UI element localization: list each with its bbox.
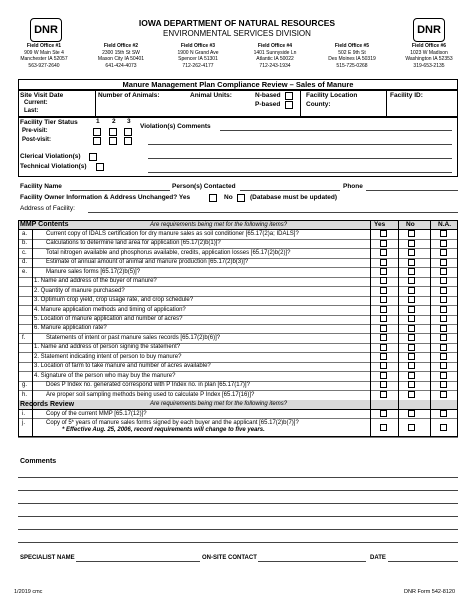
owner-info-label: Facility Owner Information & Address Unchanged? Yes: [20, 194, 191, 201]
table-frame: [18, 220, 458, 437]
address-label: Address of Facility:: [20, 205, 75, 212]
post-visit-label: Post-visit:: [22, 137, 52, 143]
technical-violations-label: Technical Violation(s): [20, 163, 87, 170]
row-letter: j.: [22, 419, 25, 426]
comment-line[interactable]: [18, 516, 458, 517]
field-office-name: Field Office #5: [334, 43, 370, 49]
row-letter: f.: [22, 334, 26, 341]
dnr-logo-right: DNR: [413, 18, 445, 42]
row-question: Current copy of IDALS certification for dry manure sales as soil conditioner [65.17(2)a; IDALS]?: [46, 230, 299, 237]
owner-unchanged-yes-checkbox[interactable]: [209, 194, 217, 202]
pre-visit-tier3-checkbox[interactable]: [124, 128, 132, 136]
field-office-phone: 712-243-1934: [259, 62, 291, 69]
field-office-street: 1401 Sunnyside Ln: [253, 49, 297, 56]
table-row-divider: [18, 437, 458, 438]
on-site-contact-line[interactable]: [258, 561, 366, 562]
department-title: IOWA DEPARTMENT OF NATURAL RESOURCES: [138, 18, 336, 28]
field-office-street: 2300 15th St SW: [102, 49, 140, 56]
clerical-violations-label: Clerical Violation(s): [20, 153, 81, 160]
row-note: * Effective Aug. 25, 2006, record requirements will change to five years.: [62, 427, 265, 434]
post-visit-tier2-checkbox[interactable]: [109, 137, 117, 145]
phone-label: Phone: [343, 183, 363, 190]
field-office-street: 502 E 9th St: [338, 49, 366, 56]
field-office-name: Field Office #2: [103, 43, 139, 49]
row-question: 4. Manure application methods and timing of application?: [34, 306, 186, 313]
row-question: Copy of the current MMP [65.17(12)]?: [46, 410, 147, 417]
violations-line-3[interactable]: [148, 158, 452, 159]
field-office-phone: 563-927-2640: [28, 62, 60, 69]
n-based-checkbox[interactable]: [285, 92, 293, 100]
field-office-city: Washington IA 52353: [405, 56, 453, 63]
date-line[interactable]: [388, 561, 458, 562]
tier-2-label: 2: [112, 118, 116, 125]
row-letter: c.: [22, 249, 27, 256]
row-question: Total nitrogen available and phosphorus available, credits, application losses [65.17(2)b(2)]?: [46, 249, 291, 256]
county-label: County:: [306, 101, 331, 108]
tier-3-label: 3: [127, 118, 131, 125]
row-question: Calculations to determine land area for application [65.17(2)b(1)]?: [46, 240, 221, 247]
section-title: MMP Contents: [20, 221, 69, 228]
person-contacted-line[interactable]: [240, 190, 340, 191]
column-header-na: N.A.: [438, 221, 451, 228]
row-question: Are proper soil sampling methods being used to calculate P Index [65.17(16)]?: [46, 391, 255, 398]
person-contacted-label: Person(s) Contacted: [172, 183, 236, 190]
field-office-name: Field Office #3: [180, 43, 216, 49]
field-office-city: Mason City IA 50401: [97, 56, 145, 63]
facility-name-label: Facility Name: [20, 183, 62, 190]
table-column-divider: [370, 220, 371, 437]
column-header-no: No: [406, 221, 415, 228]
violations-line-4[interactable]: [148, 172, 452, 173]
specialist-name-label: SPECIALIST NAME: [20, 555, 75, 561]
site-visit-date-label: Site Visit Date: [20, 92, 64, 99]
field-office-name: Field Office #1: [26, 43, 62, 49]
table-column-divider: [398, 220, 399, 437]
field-office-street: 909 W Main Ste 4: [24, 49, 64, 56]
n-based-label: N-based: [255, 92, 281, 99]
current-date-label: Current:: [24, 100, 48, 106]
address-line[interactable]: [88, 212, 458, 213]
specialist-name-line[interactable]: [76, 561, 200, 562]
field-office: [164, 43, 232, 69]
row-question: Manure sales forms [65.17(2)b(5)]?: [46, 268, 141, 275]
row-question: 2. Statement indicating intent of person to buy manure?: [34, 353, 182, 360]
post-visit-tier1-checkbox[interactable]: [93, 137, 101, 145]
field-office: [395, 43, 463, 69]
field-office: [87, 43, 155, 69]
owner-unchanged-no-label: No: [224, 194, 233, 201]
row-question: 6. Manure application rate?: [34, 325, 107, 332]
field-office: [241, 43, 309, 69]
field-office-name: Field Office #4: [257, 43, 293, 49]
row-question: 3. Optimum crop yield, crop usage rate, and crop schedule?: [34, 297, 194, 304]
field-office-phone: 641-424-4073: [105, 62, 137, 69]
table-column-divider: [32, 229, 33, 437]
comment-line[interactable]: [18, 490, 458, 491]
phone-line[interactable]: [366, 190, 458, 191]
violations-comments-label: Violation(s) Comments: [140, 123, 211, 130]
section-title: Records Review: [20, 400, 75, 408]
pre-visit-tier1-checkbox[interactable]: [93, 128, 101, 136]
facility-name-line[interactable]: [70, 190, 170, 191]
row-letter: e.: [22, 268, 28, 275]
technical-violations-checkbox[interactable]: [96, 163, 104, 171]
pre-visit-tier2-checkbox[interactable]: [109, 128, 117, 136]
comment-line[interactable]: [18, 529, 458, 530]
field-office-city: Spencer IA 51301: [178, 56, 218, 63]
num-animals-label: Number of Animals:: [98, 92, 160, 99]
field-office: [10, 43, 78, 69]
row-question: Copy of 5* years of manure sales forms signed by each buyer and the applicant [65.17(2)b(7)]?: [46, 419, 299, 426]
field-office: [318, 43, 386, 69]
owner-unchanged-no-checkbox[interactable]: [237, 194, 245, 202]
row-letter: a.: [22, 230, 28, 237]
footer-left: 1/2019 cmc: [14, 589, 43, 595]
row-question: 1. Name and address of person signing the statement?: [34, 344, 181, 351]
section-question: Are requirements being met for the following items?: [150, 221, 288, 228]
comments-label: Comments: [20, 458, 57, 465]
tier-1-label: 1: [96, 118, 100, 125]
division-title: ENVIRONMENTAL SERVICES DIVISION: [163, 29, 311, 38]
row-question: 4. Signature of the person who may buy the manure?: [34, 372, 176, 379]
field-office-name: Field Office #6: [411, 43, 447, 49]
date-label: DATE: [370, 555, 386, 561]
row-letter: b.: [22, 240, 28, 247]
facility-id-label: Facility ID:: [390, 92, 423, 99]
facility-location-label: Facility Location: [306, 92, 358, 99]
dnr-logo-left: DNR: [30, 18, 62, 42]
row-question: Statements of intent or past manure sales records [65.17(2)b(6)]?: [46, 334, 221, 341]
row-letter: d.: [22, 259, 28, 266]
comment-line[interactable]: [18, 503, 458, 504]
on-site-contact-label: ON-SITE CONTACT: [202, 555, 257, 561]
p-based-label: P-based: [255, 101, 281, 108]
row-question: 3. Location of farm to take manure and number of acres available?: [34, 363, 211, 370]
facility-tier-status-label: Facility Tier Status: [20, 119, 78, 126]
row-letter: i.: [22, 410, 25, 417]
violations-line-2[interactable]: [148, 144, 452, 145]
row-question: 5. Location of manure application and number of acres?: [34, 316, 183, 322]
row-letter: h.: [22, 391, 28, 398]
field-office-city: Manchester IA 52057: [20, 56, 68, 63]
field-office-street: 1900 N Grand Ave: [177, 49, 219, 56]
row-question: 1. Name and address of the buyer of manure?: [34, 278, 157, 285]
animal-units-label: Animal Units:: [190, 92, 232, 99]
field-office-phone: 515-725-0268: [336, 62, 368, 69]
field-office-city: Des Moines IA 50319: [328, 56, 376, 63]
clerical-violations-checkbox[interactable]: [89, 153, 97, 161]
row-question: 2. Quantity of manure purchased?: [34, 287, 125, 294]
field-office-street: 1023 W Madison: [410, 49, 448, 56]
table-column-divider: [430, 220, 431, 437]
p-based-checkbox[interactable]: [285, 101, 293, 109]
row-question: Estimate of annual amount of animal and manure production [65.17(2)b(3)]?: [46, 259, 249, 266]
form-title: Manure Management Plan Compliance Review – Sales of Manure: [122, 80, 354, 89]
pre-visit-label: Pre-visit:: [22, 128, 48, 134]
row-question: Does P Index no. generated correspond with P Index no. in plan [65.17(17)]?: [46, 382, 250, 389]
field-office-phone: 319-653-2135: [413, 62, 445, 69]
row-letter: g.: [22, 382, 28, 389]
footer-form-number: DNR Form 542-8120: [404, 589, 456, 595]
column-header-yes: Yes: [374, 221, 386, 228]
violations-line-1[interactable]: [220, 130, 452, 131]
field-office-phone: 712-262-4177: [182, 62, 214, 69]
comment-line[interactable]: [18, 542, 458, 543]
database-note: (Database must be updated): [250, 194, 338, 201]
comment-line[interactable]: [18, 477, 458, 478]
post-visit-tier3-checkbox[interactable]: [124, 137, 132, 145]
field-office-city: Atlantic IA 50022: [256, 56, 294, 63]
last-date-label: Last:: [24, 108, 39, 114]
section-question: Are requirements being met for the following items?: [150, 401, 288, 408]
